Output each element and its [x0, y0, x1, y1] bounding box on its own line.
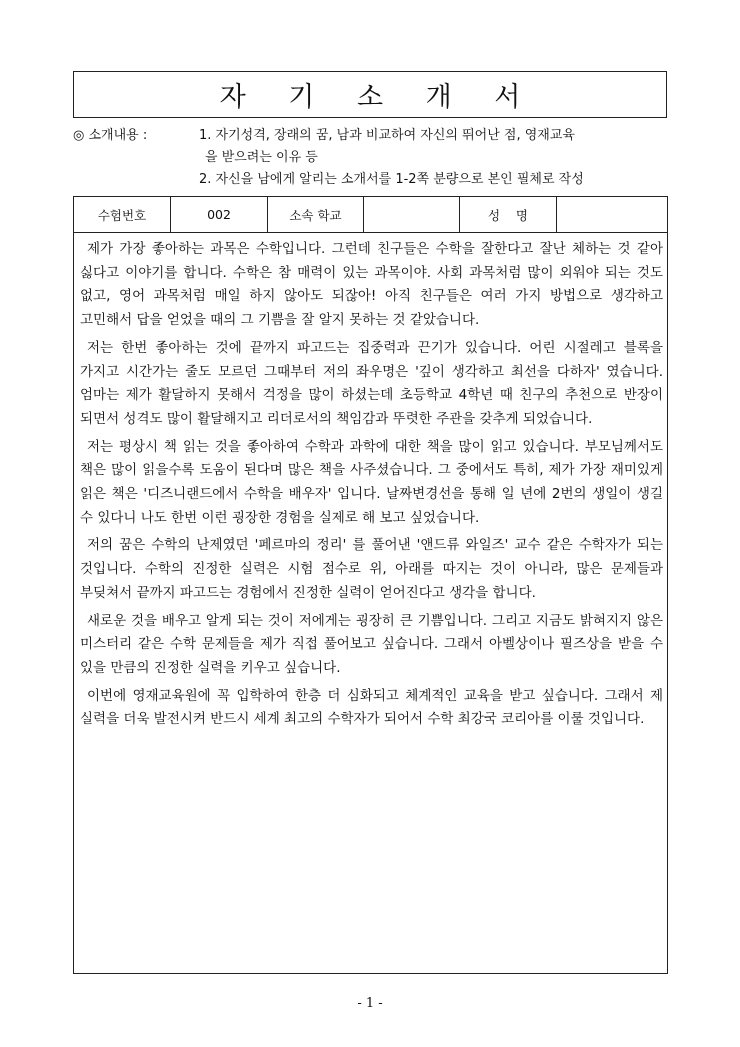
name-value	[557, 197, 666, 232]
name-label: 성 명	[460, 197, 557, 232]
school-label: 소속 학교	[268, 197, 364, 232]
applicant-info-table	[73, 196, 668, 233]
intro-item-1-line-2: 을 받으려는 이유 등	[205, 150, 318, 165]
document-title: 자 기 소 개 서	[219, 82, 538, 113]
intro-instructions	[73, 125, 673, 191]
essay-paragraph-5: 새로운 것을 배우고 알게 되는 것이 저에게는 굉장히 큰 기쁨입니다. 그리고 지금도 밝혀지지 않은 미스터리 같은 수학 문제들을 제가 직접 풀어보고 싶습니다. 그래서 아벨상이나 필즈상을 받을 수 있을 만큼의 진정한 실력을 키우고 싶습니다.	[80, 612, 663, 676]
essay-paragraph-4: 저의 꿈은 수학의 난제였던 '페르마의 정리' 를 풀어낸 '앤드류 와일즈' 교수 같은 수학자가 되는 것입니다. 수학의 진정한 실력은 시험 점수로 위, 아래를 따지는 것이 아니라, 많은 문제들과 부딪쳐서 끝까지 파고드는 경험에서 진정한 실력이 얻어진다고 생각을 합니다.	[80, 537, 663, 601]
essay-paragraph-6: 이번에 영재교육원에 꼭 입학하여 한층 더 심화되고 체계적인 교육을 받고 싶습니다. 그래서 제 실력을 더욱 발전시켜 반드시 세계 최고의 수학자가 되어서 수학 최강국 코리아를 이룰 것입니다.	[80, 687, 663, 728]
exam-number-label: 수험번호	[74, 197, 171, 232]
essay-paragraph-1: 제가 가장 좋아하는 과목은 수학입니다. 그런데 친구들은 수학을 잘한다고 잘난 체하는 것 같아 싫다고 이야기를 합니다. 수학은 참 매력이 있는 과목이야. 사회 과목처럼 많이 외워야 되는 것도 없고, 영어 과목처럼 매일 하지 않아도 되잖아! 아직 친구들은 여러 가지 방법으로 생각하고 고민해서 답을 얻었을 때의 그 기쁨을 잘 알지 못하는 것 같았습니다.	[80, 241, 663, 329]
exam-number-value: 002	[171, 197, 268, 232]
essay-paragraph-3: 저는 평상시 책 읽는 것을 좋아하여 수학과 과학에 대한 책을 많이 읽고 있습니다. 부모님께서도 책은 많이 읽을수록 도움이 된다며 많은 책을 사주셨습니다. 그 중에서도 특히, 제가 가장 재미있게 읽은 책은 '디즈니랜드에서 수학을 배우자' 입니다. 날짜변경선을 통해 일 년에 2번의 생일이 생길 수 있다니 나도 한번 이런 굉장한 경험을 실제로 해 보고 싶었습니다.	[80, 438, 663, 526]
intro-label: ◎ 소개내용 :	[73, 128, 148, 143]
essay-paragraph-2: 저는 한번 좋아하는 것에 끝까지 파고드는 집중력과 끈기가 있습니다. 어린 시절레고 블록을 가지고 시간가는 줄도 모르던 그때부터 저의 좌우명은 '깊이 생각하고 최선을 다하자' 였습니다. 엄마는 제가 활달하지 못해서 걱정을 많이 하셨는데 초등학교 4학년 때 친구의 추천으로 반장이 되면서 성격도 많이 활달해지고 리더로서의 책임감과 뚜렷한 주관을 갖추게 되었습니다.	[80, 339, 663, 427]
essay-body	[73, 232, 668, 974]
school-value	[364, 197, 460, 232]
title-box	[73, 71, 667, 118]
intro-item-2: 2. 자신을 남에게 알리는 소개서를 1-2쪽 분량으로 본인 필체로 작성	[199, 172, 584, 187]
intro-item-1-line-1: 1. 자기성격, 장래의 꿈, 남과 비교하여 자신의 뛰어난 점, 영재교육	[199, 128, 575, 143]
page-number: - 1 -	[357, 996, 383, 1011]
